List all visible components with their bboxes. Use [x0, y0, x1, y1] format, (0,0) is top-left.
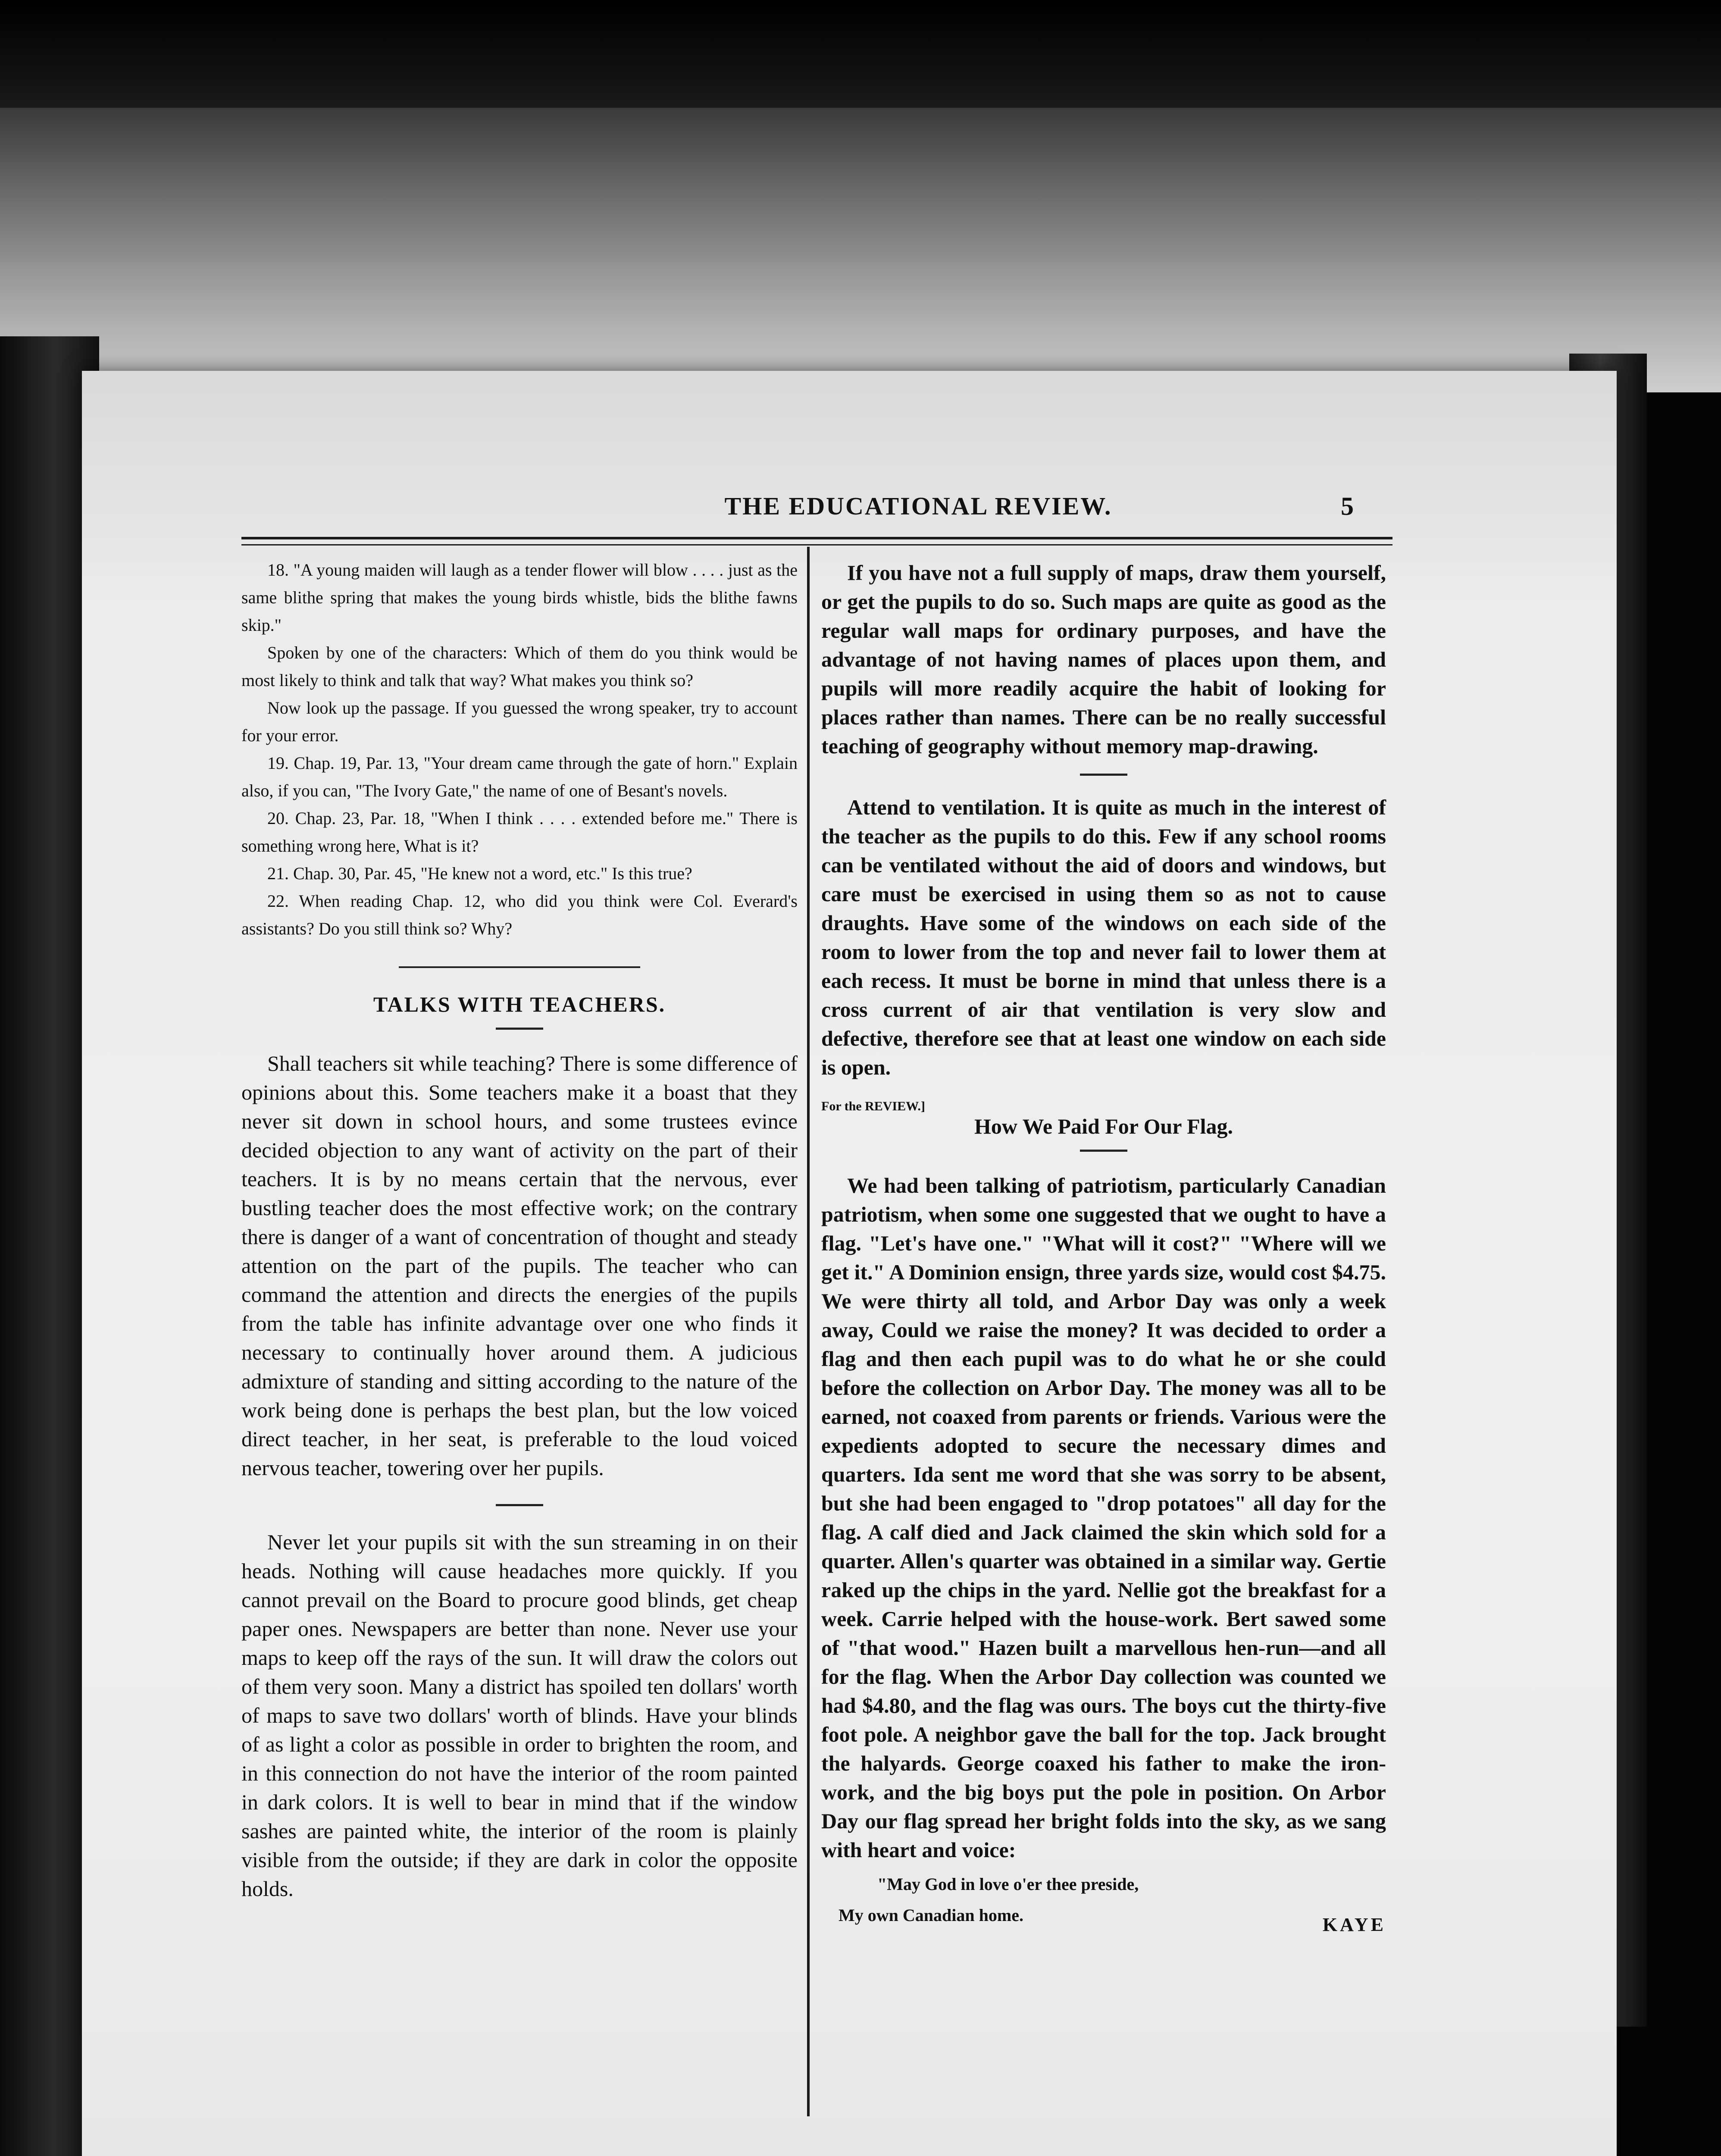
talks-paragraph-sitting: Shall teachers sit while teaching? There is some difference of opinions about this. Some teachers make it a boast that they never sit down in school hours, and some trustees evince decided objection to any want of activity on the part of their teachers. It is by no means certain that the nervous, ever bustling teacher does the most effective work; on the contrary there is danger of a want of concentration of thought and steady attention on the part of the pupils. The teacher who can command the attention and directs the energies of the pupils from the table has infinite advantage over one who finds it necessary to continually hover around them. A judicious admixture of standing and sitting according to the nature of the work being done is perhaps the best plan, but the low voiced direct teacher, in her seat, is preferable to the loud voiced nervous teacher, towering over her pupils. [241, 1051, 798, 1480]
question-18-prompt: Spoken by one of the characters: Which of them do you think would be most likely to think and talk that way? What makes you think so? [241, 643, 798, 690]
film-border-top [0, 0, 1721, 108]
question-18-followup: Now look up the passage. If you guessed the wrong speaker, try to account for your error. [241, 698, 798, 745]
question-21: 21. Chap. 30, Par. 45, "He knew not a word, etc." Is this true? [267, 864, 692, 883]
for-review-label: For the REVIEW.] [821, 1099, 925, 1113]
author-signature: KAYE [1322, 1914, 1386, 1935]
article-title: How We Paid For Our Flag. [974, 1114, 1233, 1138]
paragraph-dash [1080, 774, 1127, 776]
maps-paragraph: If you have not a full supply of maps, draw them yourself, or get the pupils to do so. Such maps are quite as good as the regular wall maps for ordinary purposes, and have the advantage of not having names of places upon them, and pupils will more readily acquire the habit of looking for places rather than names. There can be no really successful teaching of geography without memory map-drawing. [821, 561, 1386, 758]
header-rule-thin [241, 544, 1392, 545]
running-head: THE EDUCATIONAL REVIEW. [724, 492, 1112, 520]
section-divider [399, 966, 640, 968]
page-number: 5 [1341, 492, 1354, 520]
question-19: 19. Chap. 19, Par. 13, "Your dream came through the gate of horn." Explain also, if you can, "The Ivory Gate," the name of one of Besant's novels. [241, 753, 798, 800]
question-20: 20. Chap. 23, Par. 18, "When I think . . . . extended before me." There is something wrong here, What is it? [241, 808, 798, 856]
verse-line-2: My own Canadian home. [839, 1905, 1023, 1925]
right-column [821, 558, 1386, 1936]
left-column [241, 556, 798, 1903]
question-22: 22. When reading Chap. 12, who did you think were Col. Everard's assistants? Do you still think so? Why? [241, 891, 798, 938]
header-rule [241, 537, 1392, 539]
scanner-background [0, 108, 1721, 392]
question-18: 18. "A young maiden will laugh as a tender flower will blow . . . . just as the same blithe spring that makes the young birds whistle, bids the blithe fawns skip." [241, 560, 798, 635]
title-dash [1080, 1150, 1127, 1152]
paragraph-dash [496, 1504, 543, 1506]
column-divider [807, 547, 810, 2116]
flag-paragraph: We had been talking of patriotism, particularly Canadian patriotism, when some one suggested that we ought to have a flag. "Let's have one." "What will it cost?" "Where will we get it." A Dominion ensign, three yards size, would cost $4.75. We were thirty all told, and Arbor Day was only a week away, Could we raise the money? It was decided to order a flag and then each pupil was to do what he or she could before the collection on Arbor Day. The money was all to be earned, not coaxed from parents or friends. Various were the expedients adopted to secure the necessary dimes and quarters. Ida sent me word that she was sorry to be absent, but she had been engaged to "drop potatoes" all day for the flag. A calf died and Jack claimed the skin which sold for a quarter. Allen's quarter was obtained in a similar way. Gertie raked up the chips in the yard. Nellie got the breakfast for a week. Carrie helped with the house-work. Bert sawed some of "that wood." Hazen built a marvellous hen-run—and all for the flag. When the Arbor Day collection was counted we had $4.80, and the flag was ours. The boys cut the thirty-five foot pole. A neighbor gave the ball for the top. Jack brought the halyards. George coaxed his father to make the iron-work, and the big boys put the pole in position. On Arbor Day our flag spread her bright folds into the sky, as we sang with heart and voice: [821, 1173, 1386, 1862]
heading-dash [496, 1028, 543, 1030]
verse-line-1: "May God in love o'er thee preside, [877, 1874, 1139, 1894]
talks-paragraph-blinds: Never let your pupils sit with the sun streaming in on their heads. Nothing will cause headaches more quickly. If you cannot prevail on the Board to procure good blinds, get cheap paper ones. Newspapers are better than none. Never use your maps to keep off the rays of the sun. It will draw the colors out of them very soon. Many a district has spoiled ten dollars' worth of maps to save two dollars' worth of blinds. Have your blinds of as light a color as possible in order to brighten the room, and in this connection do not have the interior of the room painted in dark colors. It is well to bear in mind that if the window sashes are painted white, the interior of the room is plainly visible from the outside; if they are dark in color the opposite holds. [241, 1530, 798, 1901]
section-heading: TALKS WITH TEACHERS. [373, 992, 666, 1016]
ventilation-paragraph: Attend to ventilation. It is quite as much in the interest of the teacher as the pupils to do this. Few if any school rooms can be ventilated without the aid of doors and windows, but care must be exercised in using them so as not to cause draughts. Have some of the windows on each side of the room to lower from the top and never fail to lower them at each recess. It must be borne in mind that unless there is a cross current of air that ventilation is very slow and defective, therefore see that at least one window on each side is open. [821, 795, 1386, 1079]
